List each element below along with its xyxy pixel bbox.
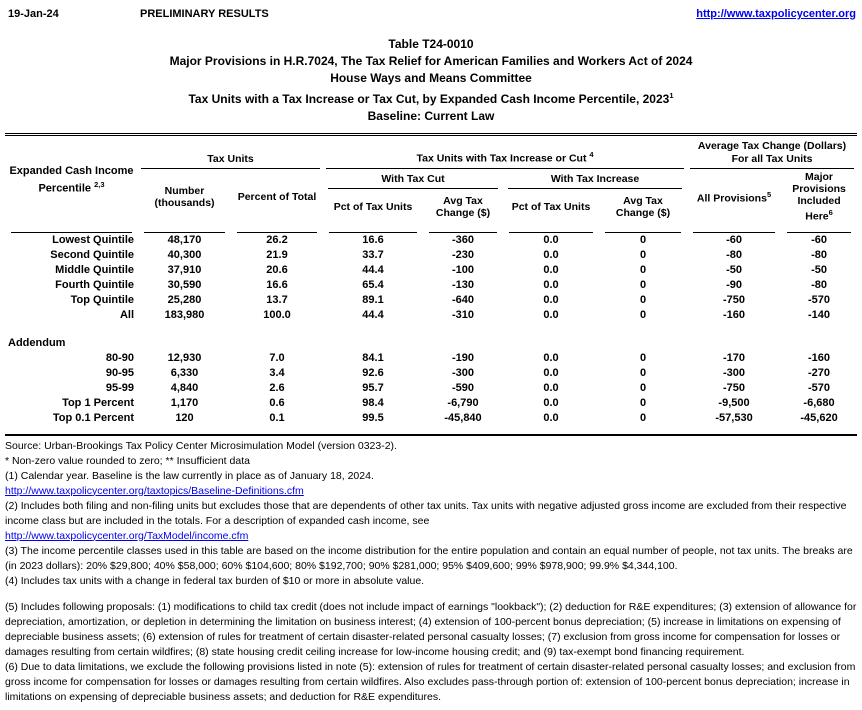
value-cell: 44.4 bbox=[362, 308, 384, 321]
value-cell: 120 bbox=[175, 411, 194, 424]
row-header-footnote-ref: 2,3 bbox=[94, 180, 105, 190]
title-footnote-ref: 1 bbox=[669, 91, 674, 100]
subgroup-with-tax-increase bbox=[503, 169, 687, 189]
value-cell: 6,330 bbox=[170, 366, 199, 379]
spacer-cell bbox=[5, 323, 857, 336]
value-cell: -80 bbox=[811, 278, 827, 291]
value-cell: 0 bbox=[639, 411, 647, 424]
value-cell: -140 bbox=[808, 308, 831, 321]
footnote-3: (3) The income percentile classes used in this table are based on the income distribution for the entire population and contain an equal number of people, not tax units. The breaks are (in 2023 dollars): 20% $29,800; 40% $58,000; 60% $104,600; 80% $192,700; 90% $281,000; 95% $409,600; 99% $978,900; 99.9% $4,344,100. bbox=[5, 544, 853, 572]
preliminary-results-label: PRELIMINARY RESULTS bbox=[140, 8, 269, 20]
footnote-5: (5) Includes following proposals: (1) modifications to child tax credit (does not include impact of earnings "lookback"); (2) deduction for R&E expenditures; (3) extension of allowance for depreciation, amortization, or depletion in determining the limitation on business interest; (4) extension of 100-percent bonus depreciation; (5) increase in limitations on expensing of depreciable business assets; (6) extension of rules for treatment of certain disaster-related personal casualty losses; (7) exclusion from gross income for compensation for losses or damages resulting from certain wildfires; (8) state housing credit ceiling increase for low-income housing credit; and (9) tax-exempt bond financing requirement. bbox=[5, 600, 857, 658]
value-cell: 0.0 bbox=[543, 248, 559, 261]
table-body bbox=[5, 233, 857, 435]
addendum-header-row bbox=[5, 336, 857, 351]
value-cell: 44.4 bbox=[362, 263, 384, 276]
value-cell: 7.0 bbox=[269, 351, 285, 364]
group-increase-or-cut bbox=[323, 135, 687, 169]
value-cell: 98.4 bbox=[362, 396, 384, 409]
value-cell: 99.5 bbox=[362, 411, 384, 424]
col-avg-tax-change-increase: Avg Tax Change ($) bbox=[615, 194, 671, 219]
value-cell: -160 bbox=[808, 351, 831, 364]
value-cell: 183,980 bbox=[164, 308, 205, 321]
value-cell: 3.4 bbox=[269, 366, 285, 379]
value-cell: 0 bbox=[639, 293, 647, 306]
table-row bbox=[5, 396, 857, 411]
title-subject-text: Tax Units with a Tax Increase or Tax Cut, by Expanded Cash Income Percentile, 2023 bbox=[188, 92, 670, 106]
value-cell: -160 bbox=[723, 308, 746, 321]
header-rule bbox=[781, 225, 857, 233]
footnote-4: (4) Includes tax units with a change in federal tax burden of $10 or more in absolute value. bbox=[5, 574, 425, 587]
group-increase-or-cut-label: Tax Units with Tax Increase or Cut bbox=[416, 152, 587, 165]
baseline-definitions-link[interactable]: http://www.taxpolicycenter.org/taxtopics/Baseline-Definitions.cfm bbox=[5, 484, 304, 497]
table-row bbox=[5, 263, 857, 278]
row-label: 80-90 bbox=[105, 351, 134, 364]
value-cell: -360 bbox=[452, 233, 475, 246]
value-cell: 89.1 bbox=[362, 293, 384, 306]
value-cell: 0.0 bbox=[543, 233, 559, 246]
value-cell: -60 bbox=[726, 233, 742, 246]
value-cell: -57,530 bbox=[715, 411, 753, 424]
group-increase-or-cut-footnote-ref: 4 bbox=[589, 150, 594, 159]
col-pct-tax-units-increase: Pct of Tax Units bbox=[511, 200, 591, 213]
value-cell: -270 bbox=[808, 366, 831, 379]
row-label: Middle Quintile bbox=[55, 263, 134, 276]
header-rule bbox=[599, 225, 687, 233]
footnote-6: (6) Due to data limitations, we exclude the following provisions listed in note (5): extension of rules for treatment of certain disaster-related personal casualty losses; and exclusion from gross income for compensation for losses or damages resulting from certain wildfires. Also excludes pass-through portion of: extension of 100-percent bonus depreciation; increase in limitations on expensing of depreciable business assets; and deduction for R&E expenditures. bbox=[5, 660, 856, 703]
value-cell: 1,170 bbox=[170, 396, 199, 409]
value-cell: -80 bbox=[811, 248, 827, 261]
value-cell: -750 bbox=[723, 293, 746, 306]
col-all-provisions-label: All Provisions bbox=[696, 192, 767, 205]
value-cell: -300 bbox=[723, 366, 746, 379]
table-header bbox=[5, 135, 857, 233]
value-cell: -100 bbox=[452, 263, 475, 276]
income-definition-link[interactable]: http://www.taxpolicycenter.org/TaxModel/income.cfm bbox=[5, 529, 249, 542]
table-row bbox=[5, 381, 857, 396]
value-cell: -80 bbox=[726, 248, 742, 261]
table-row bbox=[5, 293, 857, 308]
value-cell: 0 bbox=[639, 351, 647, 364]
subgroup-with-tax-cut-label: With Tax Cut bbox=[381, 172, 445, 185]
value-cell: -590 bbox=[452, 381, 475, 394]
footnote-1: (1) Calendar year. Baseline is the law currently in place as of January 18, 2024. bbox=[5, 469, 374, 482]
group-avg-change-label: Average Tax Change (Dollars) For all Tax Units bbox=[697, 139, 847, 165]
value-cell: -45,620 bbox=[800, 411, 838, 424]
value-cell: 0.0 bbox=[543, 351, 559, 364]
value-cell: -6,790 bbox=[447, 396, 479, 409]
value-cell: 37,910 bbox=[167, 263, 202, 276]
value-cell: -60 bbox=[811, 233, 827, 246]
value-cell: 12,930 bbox=[167, 351, 202, 364]
col-all-provisions bbox=[687, 169, 781, 225]
source-note: Source: Urban-Brookings Tax Policy Center Microsimulation Model (version 0323-2). bbox=[5, 439, 397, 452]
col-number: Number (thousands) bbox=[154, 184, 215, 209]
value-cell: -9,500 bbox=[718, 396, 750, 409]
subgroup-with-tax-cut bbox=[323, 169, 503, 189]
title-block bbox=[0, 36, 862, 125]
value-cell: 0 bbox=[639, 248, 647, 261]
table-row bbox=[5, 366, 857, 381]
table-row bbox=[5, 278, 857, 293]
row-label: All bbox=[119, 308, 134, 321]
title-line-committee: House Ways and Means Committee bbox=[330, 71, 532, 85]
row-label: 90-95 bbox=[105, 366, 134, 379]
row-label: Top 1 Percent bbox=[62, 396, 134, 409]
value-cell: 0 bbox=[639, 278, 647, 291]
value-cell: 0.1 bbox=[269, 411, 285, 424]
col-all-provisions-footnote-ref: 5 bbox=[766, 189, 772, 199]
footnote-2: (2) Includes both filing and non-filing units but excludes those that are dependents of other tax units. Tax units with negative adjusted gross income are excluded from their respective income class but are included in the totals. For a description of expanded cash income, see bbox=[5, 499, 847, 527]
row-label: 95-99 bbox=[105, 381, 134, 394]
title-line-subject bbox=[0, 87, 862, 108]
spacer-row bbox=[5, 426, 857, 435]
title-line-act: Major Provisions in H.R.7024, The Tax Relief for American Families and Workers Act of 2024 bbox=[169, 54, 693, 68]
row-label: Fourth Quintile bbox=[55, 278, 134, 291]
value-cell: 13.7 bbox=[266, 293, 288, 306]
table-row bbox=[5, 351, 857, 366]
col-avg-tax-change-cut: Avg Tax Change ($) bbox=[435, 194, 491, 219]
value-cell: 16.6 bbox=[266, 278, 288, 291]
value-cell: 0.0 bbox=[543, 396, 559, 409]
value-cell: 0 bbox=[639, 308, 647, 321]
col-major-provisions-label: Major Provisions Included Here bbox=[792, 170, 846, 223]
value-cell: 92.6 bbox=[362, 366, 384, 379]
value-cell: 0 bbox=[639, 233, 647, 246]
value-cell: -190 bbox=[452, 351, 475, 364]
table-row bbox=[5, 308, 857, 323]
value-cell: 0.0 bbox=[543, 308, 559, 321]
value-cell: -6,680 bbox=[803, 396, 835, 409]
group-avg-change bbox=[687, 135, 857, 169]
group-tax-units bbox=[138, 135, 323, 169]
value-cell: -45,840 bbox=[444, 411, 482, 424]
value-cell: 0.0 bbox=[543, 381, 559, 394]
value-cell: -90 bbox=[726, 278, 742, 291]
value-cell: 0.6 bbox=[269, 396, 285, 409]
value-cell: -130 bbox=[452, 278, 475, 291]
header-rule bbox=[687, 225, 781, 233]
table-row bbox=[5, 233, 857, 248]
table-row bbox=[5, 411, 857, 426]
value-cell: -300 bbox=[452, 366, 475, 379]
value-cell: 84.1 bbox=[362, 351, 384, 364]
header-rule-row bbox=[5, 225, 857, 233]
header-rule bbox=[323, 225, 423, 233]
value-cell: 21.9 bbox=[266, 248, 288, 261]
value-cell: 40,300 bbox=[167, 248, 202, 261]
value-cell: 0 bbox=[639, 381, 647, 394]
value-cell: 0.0 bbox=[543, 293, 559, 306]
value-cell: 48,170 bbox=[167, 233, 202, 246]
row-label: Lowest Quintile bbox=[52, 233, 134, 246]
value-cell: 25,280 bbox=[167, 293, 202, 306]
header-rule bbox=[423, 225, 503, 233]
col-major-provisions-footnote-ref: 6 bbox=[828, 207, 833, 217]
value-cell: 0 bbox=[639, 366, 647, 379]
value-cell: -50 bbox=[726, 263, 742, 276]
value-cell: 0 bbox=[639, 263, 647, 276]
row-header-cell bbox=[5, 135, 138, 225]
value-cell: 0.0 bbox=[543, 263, 559, 276]
value-cell: 0.0 bbox=[543, 411, 559, 424]
value-cell: 30,590 bbox=[167, 278, 202, 291]
table-row bbox=[5, 248, 857, 263]
value-cell: 100.0 bbox=[263, 308, 291, 321]
value-cell: 2.6 bbox=[269, 381, 285, 394]
top-bar bbox=[0, 0, 862, 26]
value-cell: -50 bbox=[811, 263, 827, 276]
value-cell: 95.7 bbox=[362, 381, 384, 394]
header-rule bbox=[503, 225, 599, 233]
value-cell: 4,840 bbox=[170, 381, 199, 394]
notes-section bbox=[5, 439, 857, 705]
header-rule bbox=[5, 225, 138, 233]
date-label: 19-Jan-24 bbox=[8, 8, 59, 20]
group-tax-units-label: Tax Units bbox=[207, 152, 254, 165]
value-cell: 16.6 bbox=[362, 233, 384, 246]
row-header-label: Expanded Cash Income Percentile bbox=[9, 165, 134, 196]
value-cell: 0.0 bbox=[543, 366, 559, 379]
spacer-row bbox=[5, 323, 857, 336]
subgroup-with-tax-increase-label: With Tax Increase bbox=[550, 172, 640, 185]
value-cell: -310 bbox=[452, 308, 475, 321]
website-link[interactable]: http://www.taxpolicycenter.org bbox=[696, 8, 856, 20]
table-number: Table T24-0010 bbox=[388, 37, 474, 51]
row-label: Top 0.1 Percent bbox=[52, 411, 134, 424]
header-rule bbox=[138, 225, 231, 233]
legend-note: * Non-zero value rounded to zero; ** Insufficient data bbox=[5, 454, 250, 467]
value-cell: -170 bbox=[723, 351, 746, 364]
value-cell: 0.0 bbox=[543, 278, 559, 291]
value-cell: 26.2 bbox=[266, 233, 288, 246]
value-cell: -640 bbox=[452, 293, 475, 306]
row-label: Second Quintile bbox=[50, 248, 134, 261]
header-rule bbox=[231, 225, 323, 233]
col-major-provisions bbox=[781, 169, 857, 225]
value-cell: 33.7 bbox=[362, 248, 384, 261]
col-pct-tax-units-cut: Pct of Tax Units bbox=[333, 200, 413, 213]
value-cell: 65.4 bbox=[362, 278, 384, 291]
row-label: Top Quintile bbox=[70, 293, 134, 306]
value-cell: -570 bbox=[808, 381, 831, 394]
value-cell: -570 bbox=[808, 293, 831, 306]
results-table bbox=[5, 133, 857, 436]
title-line-baseline: Baseline: Current Law bbox=[367, 109, 495, 123]
value-cell: -230 bbox=[452, 248, 475, 261]
value-cell: 0 bbox=[639, 396, 647, 409]
value-cell: 20.6 bbox=[266, 263, 288, 276]
addendum-label: Addendum bbox=[8, 336, 66, 349]
col-percent-of-total: Percent of Total bbox=[237, 190, 317, 203]
spacer-cell bbox=[5, 426, 857, 435]
value-cell: -750 bbox=[723, 381, 746, 394]
